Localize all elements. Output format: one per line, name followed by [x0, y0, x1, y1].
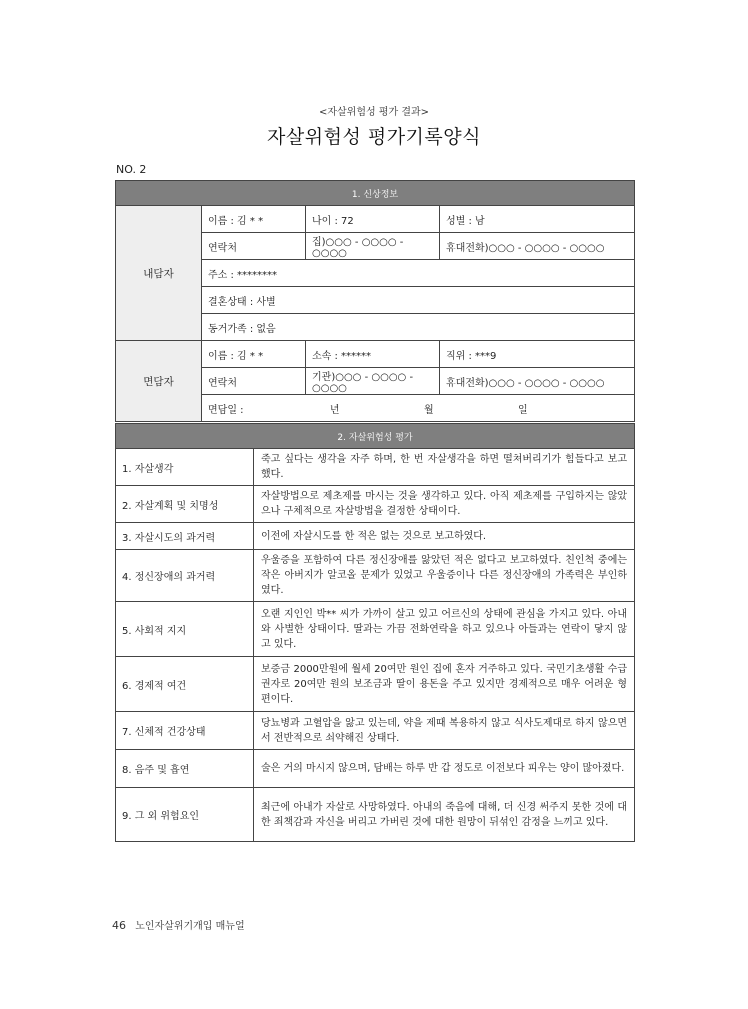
assessment-item-text: 자살방법으로 제초제를 마시는 것을 생각하고 있다. 아직 제초제를 구입하지는 않았으나 구체적으로 자살방법을 결정한 상태이다. [254, 486, 635, 523]
assessment-item-text: 술은 거의 마시지 않으며, 담배는 하루 반 갑 정도로 이전보다 피우는 양이 많아졌다. [254, 750, 635, 788]
assessment-item-label: 2. 자살계획 및 치명성 [116, 486, 254, 523]
assessment-item-text: 최근에 아내가 자살로 사망하였다. 아내의 죽음에 대해, 더 신경 써주지 못한 것에 대한 죄책감과 자신을 버리고 가버린 것에 대한 원망이 뒤섞인 감정을 느끼고 있다. [254, 788, 635, 842]
assessment-item-text: 우울증을 포함하여 다른 정신장애를 앓았던 적은 없다고 보고하였다. 친인척 중에는 작은 아버지가 알코올 문제가 있었고 우울증이나 다른 정신장애의 가족력은 부인하였다. [254, 550, 635, 602]
interviewer-position: 직위 : ***9 [440, 341, 635, 368]
assessment-table [115, 423, 635, 842]
personal-info-table [115, 180, 635, 422]
interviewer-mobile-phone: 휴대전화)○○○ - ○○○○ - ○○○○ [440, 368, 635, 395]
assessment-item-text: 오랜 지인인 박** 씨가 가까이 살고 있고 어르신의 상태에 관심을 가지고 있다. 아내와 사별한 상태이다. 딸과는 가끔 전화연락을 하고 있으나 아들과는 연락이 닿지 않고 있다. [254, 602, 635, 657]
assessment-item-text: 보증금 2000만원에 월세 20여만 원인 집에 혼자 거주하고 있다. 국민기초생활 수급권자로 20여만 원의 보조금과 딸이 용돈을 주고 있지만 경제적으로 매우 어려운 형편이다. [254, 657, 635, 712]
respondent-home-phone: 집)○○○ - ○○○○ - ○○○○ [306, 233, 440, 260]
book-title: 노인자살위기개입 매뉴얼 [135, 921, 245, 932]
page-footer [112, 917, 245, 932]
form-number: NO. 2 [116, 163, 147, 176]
assessment-item-label: 4. 정신장애의 과거력 [116, 550, 254, 602]
assessment-item-text: 죽고 싶다는 생각을 자주 하며, 한 번 자살생각을 하면 떨쳐버리기가 힘들다고 보고했다. [254, 449, 635, 486]
interviewer-label: 면담자 [116, 341, 202, 422]
section-title-assessment: 2. 자살위험성 평가 [116, 424, 635, 449]
form-title: 자살위험성 평가기록양식 [267, 126, 481, 148]
interviewer-affiliation: 소속 : ****** [306, 341, 440, 368]
respondent-age: 나이 : 72 [306, 206, 440, 233]
assessment-item-label: 9. 그 외 위험요인 [116, 788, 254, 842]
respondent-address: 주소 : ******** [202, 260, 635, 287]
section-title-personal: 1. 신상정보 [116, 181, 635, 206]
respondent-cohabitants: 동거가족 : 없음 [202, 314, 635, 341]
page-number: 46 [112, 919, 126, 932]
assessment-item-label: 8. 음주 및 흡연 [116, 750, 254, 788]
assessment-item-label: 3. 자살시도의 과거력 [116, 523, 254, 550]
assessment-item-label: 1. 자살생각 [116, 449, 254, 486]
interview-date-label: 면담일 : [208, 404, 244, 416]
interview-date-year: 년 [329, 404, 340, 416]
respondent-gender: 성별 : 남 [440, 206, 635, 233]
assessment-item-text: 이전에 자살시도를 한 적은 없는 것으로 보고하였다. [254, 523, 635, 550]
assessment-item-label: 5. 사회적 지지 [116, 602, 254, 657]
respondent-label: 내담자 [116, 206, 202, 341]
respondent-name: 이름 : 김 * * [202, 206, 306, 233]
assessment-item-label: 6. 경제적 여건 [116, 657, 254, 712]
interviewer-name: 이름 : 김 * * [202, 341, 306, 368]
interviewer-org-phone: 기관)○○○ - ○○○○ - ○○○○ [306, 368, 440, 395]
interviewer-contact-label: 연락처 [202, 368, 306, 395]
form-subtitle: <자살위험성 평가 결과> [318, 107, 430, 118]
assessment-item-text: 당뇨병과 고혈압을 앓고 있는데, 약을 제때 복용하지 않고 식사도제대로 하지 않으면서 전반적으로 쇠약해진 상태다. [254, 712, 635, 750]
interview-date-month: 월 [423, 404, 434, 416]
respondent-marital-status: 결혼상태 : 사별 [202, 287, 635, 314]
interview-date [202, 395, 635, 422]
respondent-mobile-phone: 휴대전화)○○○ - ○○○○ - ○○○○ [440, 233, 635, 260]
interview-date-day: 일 [518, 404, 528, 416]
assessment-item-label: 7. 신체적 건강상태 [116, 712, 254, 750]
respondent-contact-label: 연락처 [202, 233, 306, 260]
